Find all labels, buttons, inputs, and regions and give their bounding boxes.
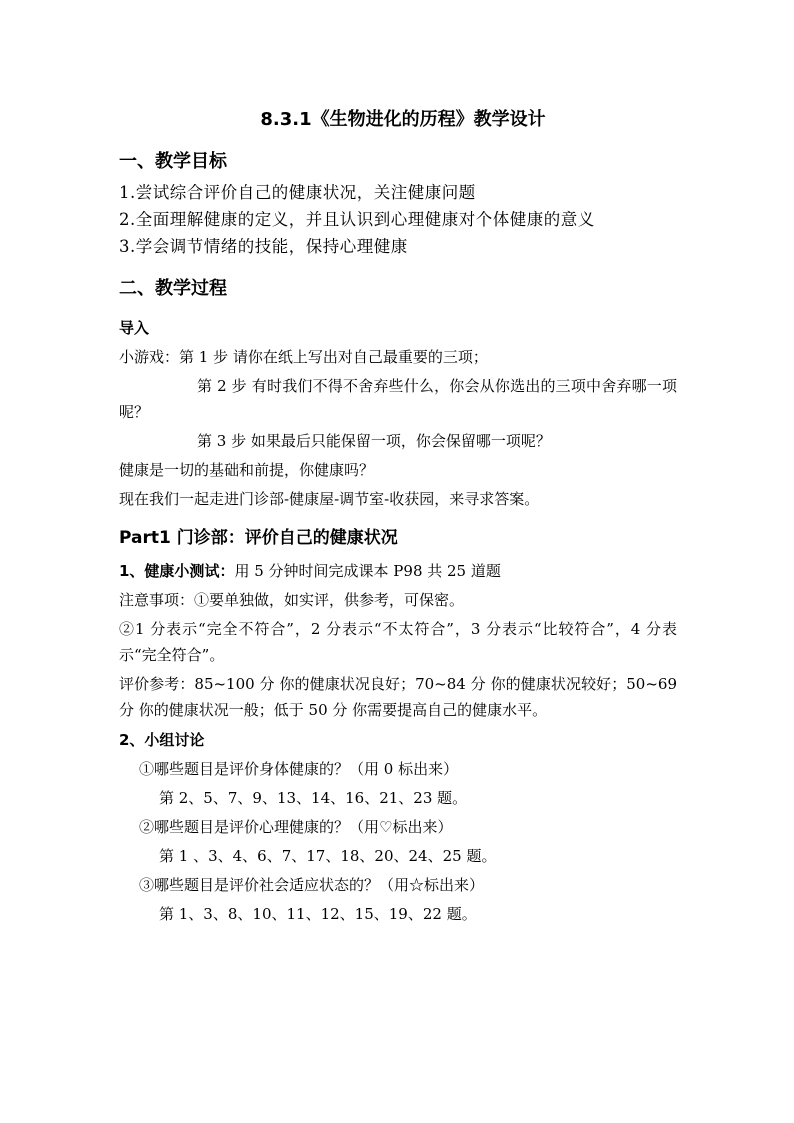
game-step-3: 第 3 步 如果最后只能保留一项，你会保留哪一项呢？ [197, 432, 551, 450]
discussion-heading: 2、小组讨论 [119, 731, 205, 749]
subheading-intro: 导入 [119, 319, 150, 337]
game-step-2: 第 2 步 有时我们不得不舍弃些什么，你会从你选出的三项中舍弃哪一项呢？ [119, 377, 677, 421]
scoring-line: ②1 分表示“完全不符合”，2 分表示“不太符合”，3 分表示“比较符合”，4 分表示“完全符合”。 [119, 620, 677, 664]
health-test-text: 用 5 分钟时间完成课本 P98 共 25 道题 [234, 562, 501, 580]
answer-social: 第 1、3、8、10、11、12、15、19、22 题。 [159, 905, 477, 923]
answer-mental: 第 1 、3、4、6、7、17、18、20、24、25 题。 [159, 847, 497, 865]
document-title: 8.3.1《生物进化的历程》教学设计 [260, 109, 546, 130]
objective-item: 3.学会调节情绪的技能，保持心理健康 [119, 237, 408, 256]
reference-line: 评价参考：85~100 分 你的健康状况良好；70~84 分 你的健康状况较好；50~69 分 你的健康状况一般；低于 50 分 你需要提高自己的健康水平。 [119, 675, 677, 719]
document-body [119, 100, 677, 930]
game-step-1: 小游戏：第 1 步 请你在纸上写出对自己最重要的三项； [119, 348, 488, 366]
health-test-label: 1、健康小测试： [119, 562, 235, 580]
question-social: ③哪些题目是评价社会适应状态的？（用☆标出来） [139, 876, 485, 894]
answer-physical: 第 2、5、7、9、13、14、16、21、23 题。 [159, 789, 468, 807]
part1-heading: Part1 门诊部：评价自己的健康状况 [119, 528, 398, 548]
health-test-line [119, 558, 677, 584]
objective-item: 2.全面理解健康的定义，并且认识到心理健康对个体健康的意义 [119, 210, 595, 229]
section-heading-process: 二、教学过程 [119, 278, 227, 299]
health-question: 健康是一切的基础和前提，你健康吗？ [119, 461, 375, 479]
journey-line: 现在我们一起走进门诊部-健康屋-调节室-收获园，来寻求答案。 [119, 490, 540, 508]
section-heading-objectives: 一、教学目标 [119, 151, 227, 172]
objective-item: 1.尝试综合评价自己的健康状况，关注健康问题 [119, 183, 476, 202]
question-mental: ②哪些题目是评价心理健康的？（用♡标出来） [139, 818, 453, 836]
notes-line: 注意事项：①要单独做，如实评，供参考，可保密。 [119, 591, 465, 609]
question-physical: ①哪些题目是评价身体健康的？（用 0 标出来） [139, 760, 459, 778]
